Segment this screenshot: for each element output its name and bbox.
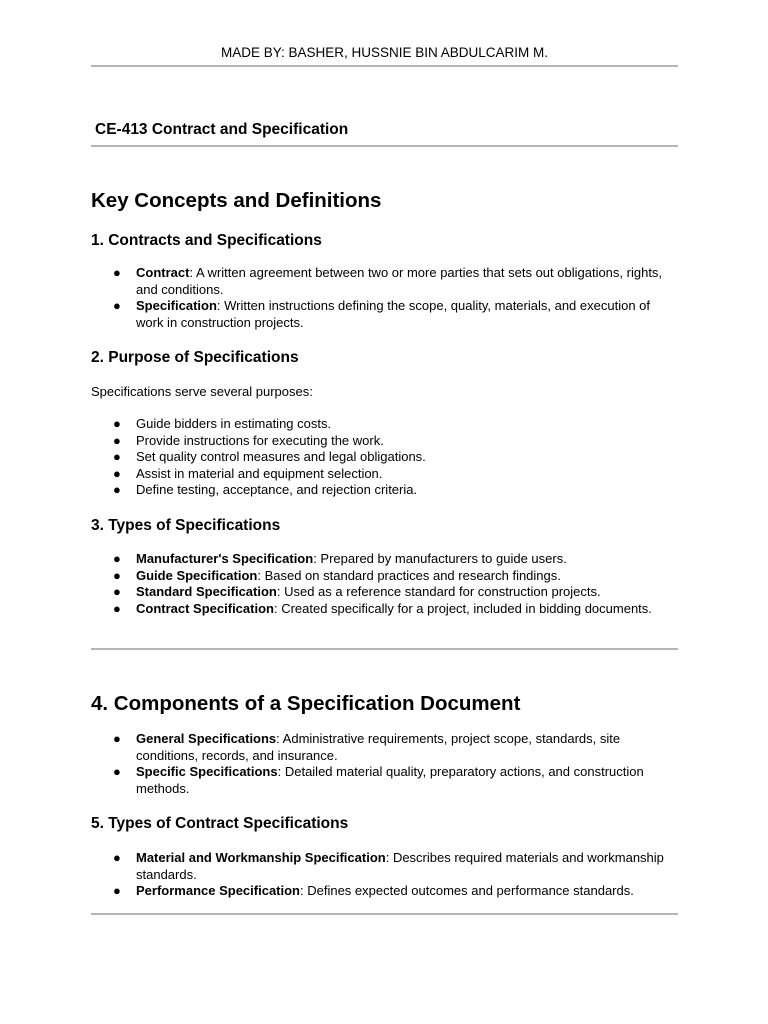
section-3-heading: 3. Types of Specifications: [91, 517, 281, 534]
item-text: : Used as a reference standard for construction projects.: [276, 584, 601, 599]
item-text: : Created specifically for a project, included in bidding documents.: [273, 600, 652, 616]
item-term: Contract: [136, 265, 190, 280]
bullet-icon: ●: [113, 584, 121, 599]
list-item: [91, 433, 678, 450]
item-term: Specification: [136, 298, 217, 313]
item-text: Provide instructions for executing the work.: [136, 432, 384, 448]
section-2-heading: 2. Purpose of Specifications: [91, 349, 299, 366]
section-divider: [91, 648, 678, 650]
item-term: Guide Specification: [136, 567, 258, 583]
bullet-icon: ●: [113, 600, 121, 616]
list-item: [91, 584, 678, 601]
bullet-icon: ●: [113, 551, 121, 566]
item-text: : Defines expected outcomes and performance standards.: [300, 883, 634, 898]
list-item: [91, 568, 678, 585]
item-text: : Describes required materials and workmanship standards.: [136, 850, 664, 882]
bullet-icon: ●: [113, 764, 121, 779]
item-term: Specific Specifications: [136, 764, 278, 779]
section-1-heading: 1. Contracts and Specifications: [91, 232, 322, 249]
section-4-list: [91, 731, 678, 797]
item-text: Assist in material and equipment selection.: [136, 465, 383, 481]
bullet-icon: ●: [113, 465, 121, 481]
bullet-icon: ●: [113, 432, 121, 448]
item-term: General Specifications: [136, 731, 277, 746]
section-4-heading: 4. Components of a Specification Document: [91, 692, 521, 715]
item-text: Set quality control measures and legal obligations.: [136, 449, 426, 464]
bottom-divider: [91, 913, 678, 915]
item-text: Define testing, acceptance, and rejection criteria.: [136, 482, 418, 497]
section-2-intro: Specifications serve several purposes:: [91, 384, 313, 399]
item-text: : Administrative requirements, project scope, standards, site conditions, records, and insurance.: [136, 731, 621, 763]
list-item: [91, 265, 678, 298]
bullet-icon: ●: [113, 567, 121, 583]
section-1-list: [91, 265, 678, 331]
course-divider: [91, 145, 678, 147]
page-title: Key Concepts and Definitions: [91, 189, 382, 212]
list-item: [91, 883, 678, 900]
item-term: Standard Specification: [136, 584, 277, 599]
bullet-icon: ●: [113, 482, 121, 497]
made-by-header: MADE BY: BASHER, HUSSNIE BIN ABDULCARIM M.: [220, 45, 549, 60]
section-5-list: [91, 850, 678, 900]
item-text: : Detailed material quality, preparatory actions, and construction methods.: [136, 764, 644, 796]
item-text: : Prepared by manufacturers to guide users.: [313, 551, 567, 566]
section-2-list: [91, 416, 678, 499]
list-item: [91, 850, 678, 883]
header-divider: [91, 65, 678, 67]
list-item: [91, 449, 678, 466]
list-item: [91, 416, 678, 433]
list-item: [91, 601, 678, 618]
bullet-icon: ●: [113, 850, 121, 865]
list-item: [91, 551, 678, 568]
section-5-heading: 5. Types of Contract Specifications: [91, 815, 349, 832]
bullet-icon: ●: [113, 265, 121, 280]
item-text: : Written instructions defining the scope, quality, materials, and execution of work in construction projects.: [136, 298, 651, 330]
bullet-icon: ●: [113, 298, 121, 313]
course-title: CE-413 Contract and Specification: [95, 121, 349, 138]
section-3-list: [91, 551, 678, 617]
item-term: Material and Workmanship Specification: [136, 850, 386, 865]
bullet-icon: ●: [113, 449, 121, 464]
item-term: Performance Specification: [136, 883, 300, 898]
list-item: [91, 764, 678, 797]
item-term: Contract Specification: [136, 600, 274, 616]
item-text: : A written agreement between two or more parties that sets out obligations, rights, and conditions.: [136, 265, 663, 297]
list-item: [91, 466, 678, 483]
list-item: [91, 482, 678, 499]
bullet-icon: ●: [113, 883, 121, 898]
bullet-icon: ●: [113, 731, 121, 746]
list-item: [91, 731, 678, 764]
item-term: Manufacturer's Specification: [136, 551, 314, 566]
item-text: : Based on standard practices and research findings.: [257, 567, 561, 583]
list-item: [91, 298, 678, 331]
item-text: Guide bidders in estimating costs.: [136, 416, 332, 431]
bullet-icon: ●: [113, 416, 121, 431]
